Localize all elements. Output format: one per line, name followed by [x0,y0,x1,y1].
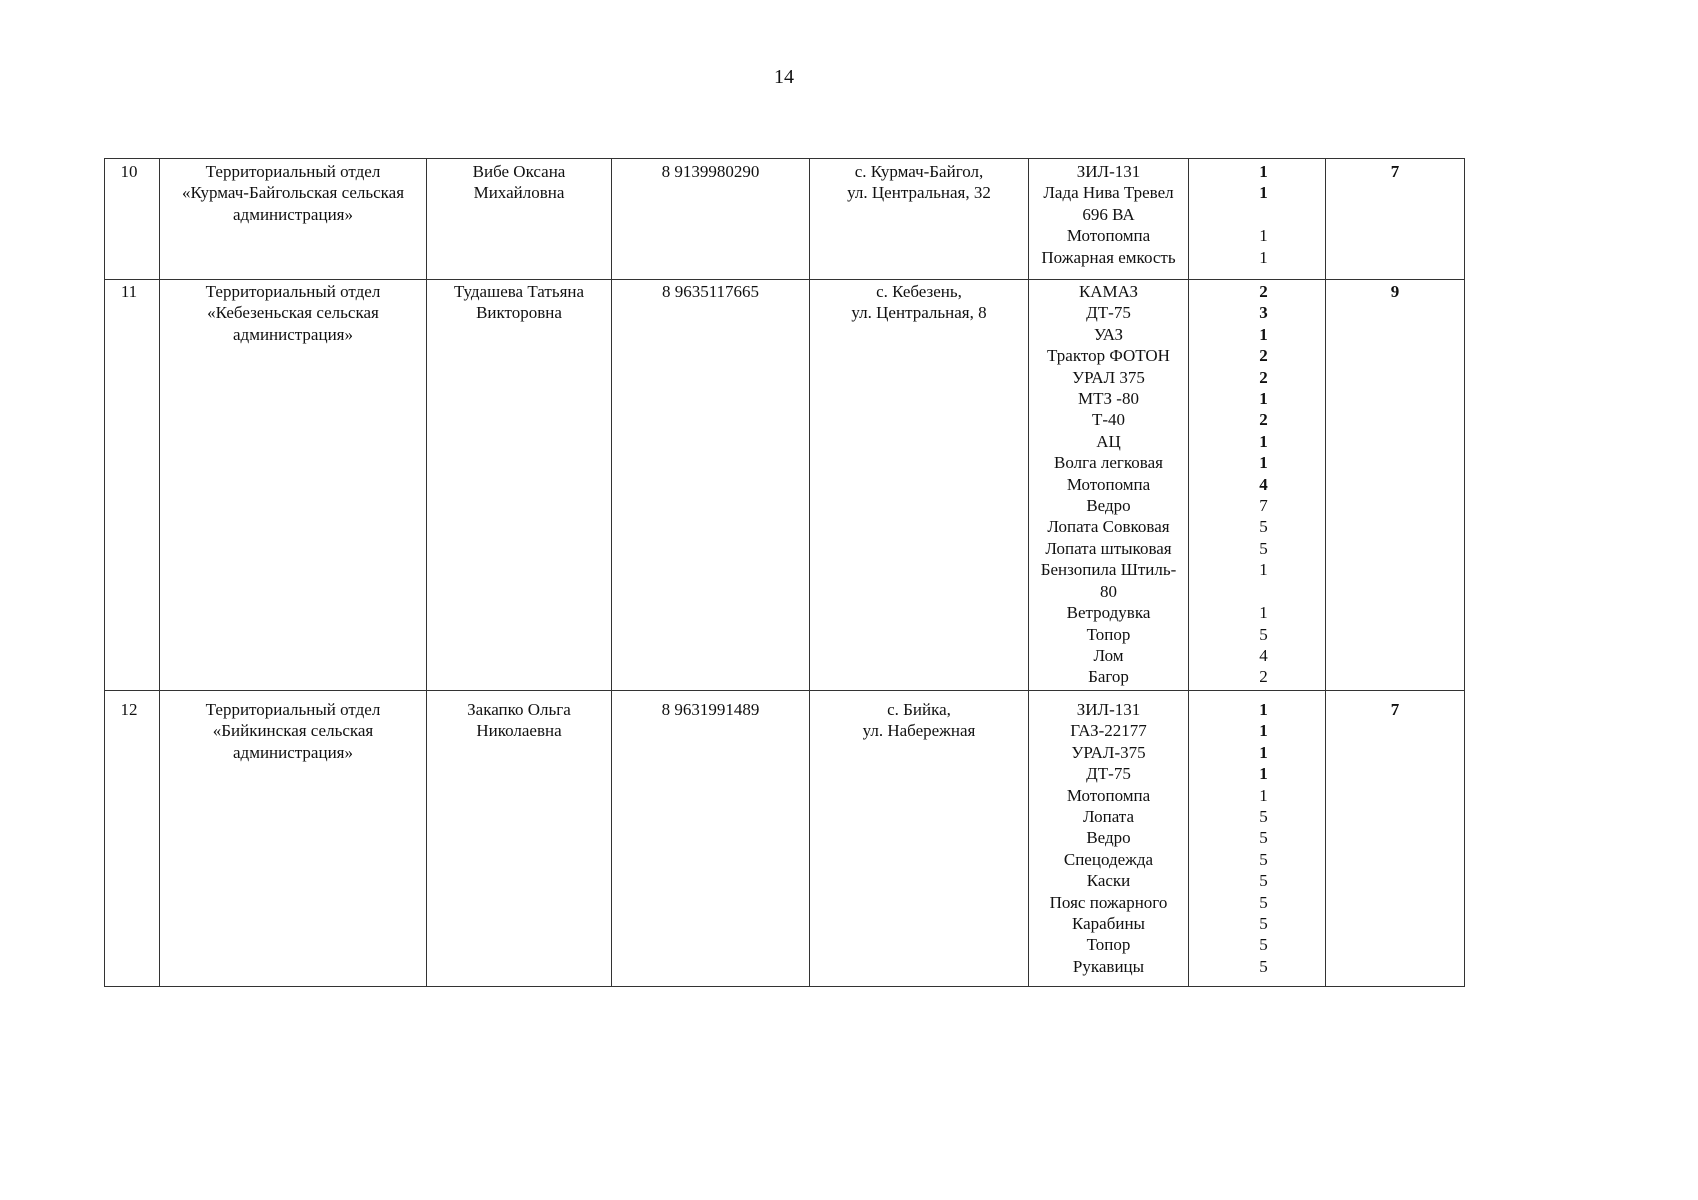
equipment-quantity: 1 [1259,247,1268,267]
address-line: с. Бийка, [887,700,951,719]
department-line: «Кебезеньская сельская [207,303,379,323]
department-line: Территориальный отдел [205,700,381,719]
equipment-quantity: 5 [1259,517,1268,537]
department-line: Территориальный отдел [205,282,381,301]
equipment-quantity: 5 [1259,956,1268,976]
address-line: с. Курмач-Байгол, [854,162,984,181]
row-number-text: 12 [120,700,138,719]
equipment-quantity: 5 [1259,538,1268,558]
equipment-quantity: 2 [1259,410,1268,430]
phone-number: 8 9635117665 [661,282,760,301]
equipment-item: Бензопила Штиль- [1040,560,1177,580]
person-name-line: Тудашева Татьяна [453,282,585,301]
row-number-text: 11 [120,282,138,301]
equipment-item: Волга легковая [1054,453,1163,473]
responsible-person-cell [427,159,612,280]
equipment-item: Карабины [1072,914,1145,934]
equipment-quantity: 2 [1259,282,1268,301]
department-line: администрация» [233,204,353,224]
equipment-item: ДТ-75 [1086,764,1131,784]
equipment-quantity: 1 [1259,431,1268,451]
department-line: администрация» [233,324,353,344]
equipment-item: Лада Нива Тревел [1043,183,1174,203]
department-line: «Бийкинская сельская [212,721,374,741]
phone-number: 8 9139980290 [661,162,760,181]
equipment-quantity: 5 [1259,892,1268,912]
table-body [105,159,1465,987]
equipment-quantity: 5 [1259,871,1268,891]
address-cell [810,159,1029,280]
equipment-quantity: 1 [1259,560,1268,580]
row-number [105,159,160,280]
equipment-item: Лопата Совковая [1047,517,1170,537]
equipment-quantity: 1 [1259,389,1268,409]
equipment-item: МТЗ -80 [1078,389,1139,409]
equipment-quantity: 2 [1259,346,1268,366]
equipment-quantity: 1 [1259,162,1268,181]
equipment-quantity: 1 [1259,324,1268,344]
equipment-quantity: 1 [1259,226,1268,246]
department-line: «Курмач-Байгольская сельская [181,183,405,203]
table-row [105,280,1465,691]
equipment-item: 696 ВА [1082,204,1135,224]
equipment-item: Мотопомпа [1066,785,1151,805]
equipment-quantity: 5 [1259,914,1268,934]
address-line: с. Кебезень, [876,282,962,301]
equipment-item: ЗИЛ-131 [1076,700,1141,719]
equipment-item: ЗИЛ-131 [1076,162,1141,181]
equipment-quantity: 2 [1259,367,1268,387]
equipment-item: АЦ [1096,431,1121,451]
address-line: ул. Центральная, 8 [851,303,987,323]
equipment-item: УРАЛ 375 [1072,367,1145,387]
equipment-item: Ведро [1086,828,1131,848]
total-count: 9 [1390,282,1400,301]
equipment-quantity: 1 [1259,764,1268,784]
equipment-item: Ветродувка [1066,603,1151,623]
total-cell [1326,280,1465,691]
equipment-quantity: 3 [1259,303,1268,323]
equipment-item: Топор [1086,935,1131,955]
equipment-item: Лопата [1083,807,1134,827]
department-cell [160,280,427,691]
equipment-item: Мотопомпа [1066,226,1151,246]
total-cell [1326,159,1465,280]
equipment-quantity: 4 [1259,474,1268,494]
equipment-item: Топор [1086,624,1131,644]
table-row [105,159,1465,280]
quantity-cell [1189,691,1326,987]
row-number [105,691,160,987]
equipment-item: 80 [1100,581,1117,601]
person-name-line: Викторовна [476,303,562,323]
department-line: Территориальный отдел [205,162,381,181]
equipment-item: Лом [1093,645,1124,665]
equipment-item: Трактор ФОТОН [1047,346,1170,366]
responsible-person-cell [427,691,612,987]
equipment-cell [1029,280,1189,691]
quantity-cell [1189,159,1326,280]
phone-cell [612,280,810,691]
equipment-item: КАМАЗ [1078,282,1139,301]
equipment-table [104,158,1465,987]
quantity-spacer [1204,581,1323,602]
phone-cell [612,159,810,280]
total-count: 7 [1390,162,1400,181]
equipment-quantity: 2 [1259,667,1268,687]
equipment-quantity: 1 [1259,721,1268,741]
equipment-quantity: 1 [1259,603,1268,623]
department-line: администрация» [233,742,353,762]
table-row [105,691,1465,987]
equipment-item: ГАЗ-22177 [1070,721,1147,741]
total-cell [1326,691,1465,987]
equipment-item: Пожарная емкость [1041,247,1176,267]
person-name-line: Вибе Оксана [472,162,566,181]
address-line: ул. Набережная [862,721,976,741]
equipment-item: УРАЛ-375 [1071,742,1146,762]
equipment-quantity: 1 [1259,785,1268,805]
address-line: ул. Центральная, 32 [847,183,991,203]
department-cell [160,159,427,280]
person-name-line: Михайловна [473,183,565,203]
phone-number: 8 9631991489 [661,700,760,719]
address-cell [810,280,1029,691]
equipment-quantity: 5 [1259,935,1268,955]
department-cell [160,691,427,987]
equipment-quantity: 1 [1259,183,1268,203]
person-name-line: Закапко Ольга [467,700,571,719]
equipment-quantity: 5 [1259,624,1268,644]
equipment-item: Лопата штыковая [1045,538,1172,558]
person-name-line: Николаевна [476,721,562,741]
equipment-cell [1029,691,1189,987]
equipment-item: Багор [1088,667,1129,687]
address-cell [810,691,1029,987]
equipment-item: Т-40 [1091,410,1126,430]
row-number [105,280,160,691]
equipment-quantity: 4 [1259,645,1268,665]
equipment-item: Спецодежда [1063,849,1154,869]
equipment-quantity: 5 [1259,849,1268,869]
equipment-item: Пояс пожарного [1049,892,1168,912]
row-number-text: 10 [120,162,138,181]
equipment-quantity: 7 [1259,496,1268,516]
phone-cell [612,691,810,987]
equipment-item: Ведро [1086,496,1131,516]
equipment-quantity: 5 [1259,828,1268,848]
equipment-quantity: 1 [1259,700,1268,719]
equipment-quantity: 5 [1259,807,1268,827]
equipment-cell [1029,159,1189,280]
equipment-item: УАЗ [1093,324,1124,344]
equipment-item: Каски [1086,871,1131,891]
equipment-item: ДТ-75 [1086,303,1131,323]
responsible-person-cell [427,280,612,691]
equipment-item: Мотопомпа [1066,474,1151,494]
equipment-quantity: 1 [1259,453,1268,473]
equipment-item: Рукавицы [1072,956,1145,976]
total-count: 7 [1390,700,1400,719]
equipment-quantity: 1 [1259,742,1268,762]
quantity-cell [1189,280,1326,691]
quantity-spacer [1204,204,1323,225]
page-number: 14 [774,66,794,88]
